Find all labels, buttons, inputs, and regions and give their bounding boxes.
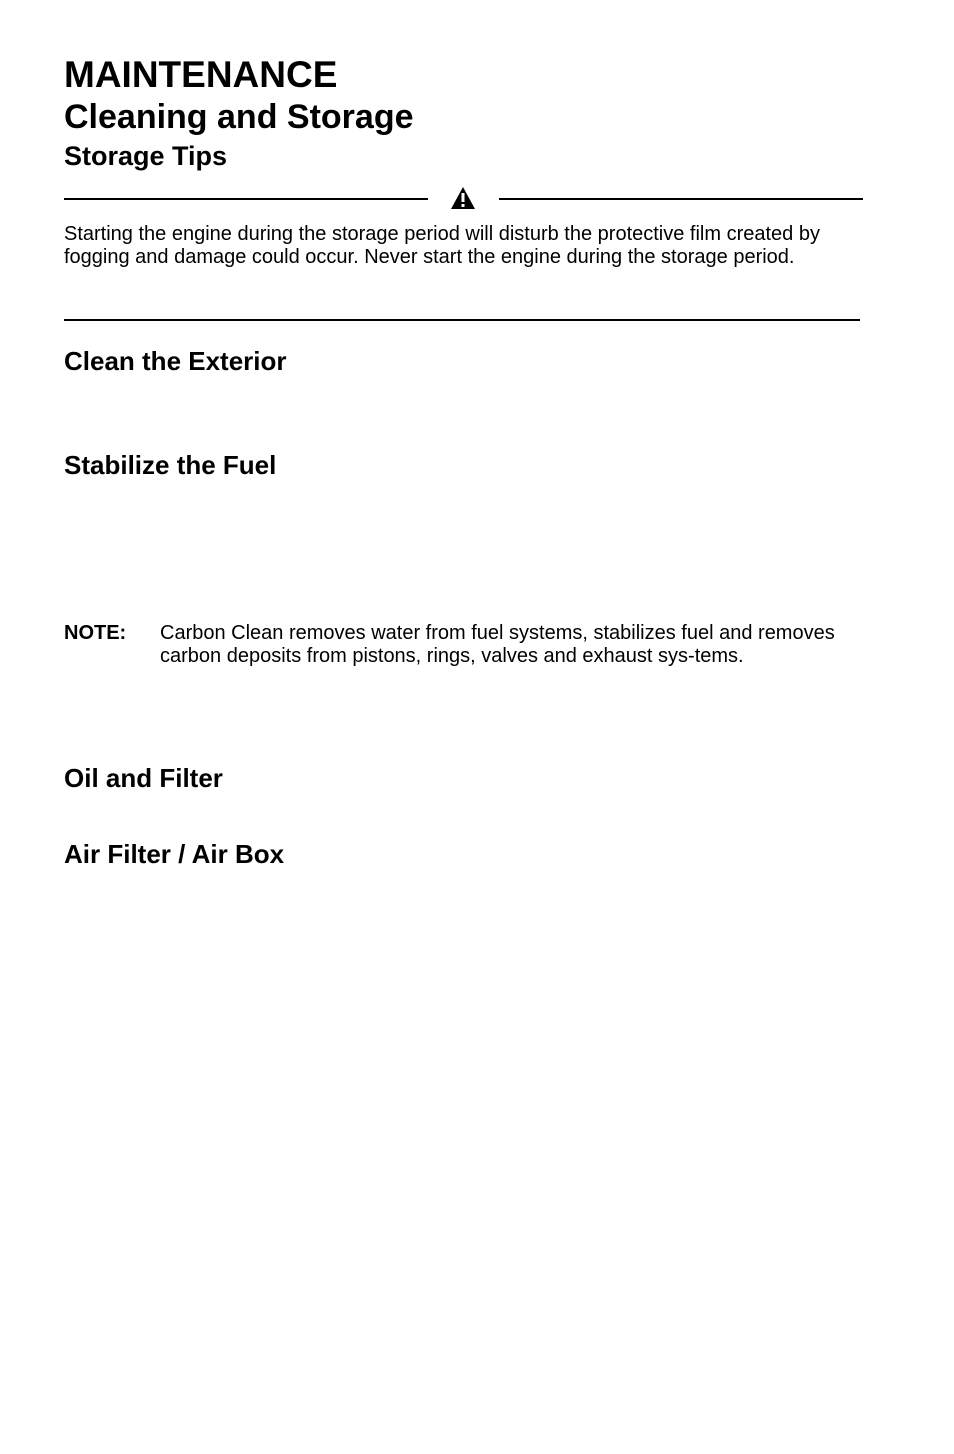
note-block	[64, 622, 864, 668]
heading-clean-exterior: Clean the Exterior	[64, 346, 287, 376]
heading-air-filter: Air Filter / Air Box	[64, 839, 285, 869]
chapter-title: MAINTENANCE	[64, 54, 338, 95]
subsection-title: Storage Tips	[64, 141, 228, 171]
warning-rule-left	[64, 198, 428, 200]
warning-rule-bottom	[64, 319, 860, 321]
heading-oil-filter: Oil and Filter	[64, 763, 223, 793]
heading-stabilize-fuel: Stabilize the Fuel	[64, 450, 277, 480]
warning-rule-right	[499, 198, 863, 200]
note-text: Carbon Clean removes water from fuel systems, stabilizes fuel and removes carbon deposits from pistons, rings, valves and exhaust sys-tems.	[160, 622, 835, 667]
warning-triangle-icon	[450, 186, 476, 210]
section-title: Cleaning and Storage	[64, 98, 414, 136]
warning-text: Starting the engine during the storage period will disturb the protective film created by fogging and damage could occur. Never start the engine during the storage period.	[64, 223, 820, 268]
note-label: NOTE:	[64, 622, 127, 644]
